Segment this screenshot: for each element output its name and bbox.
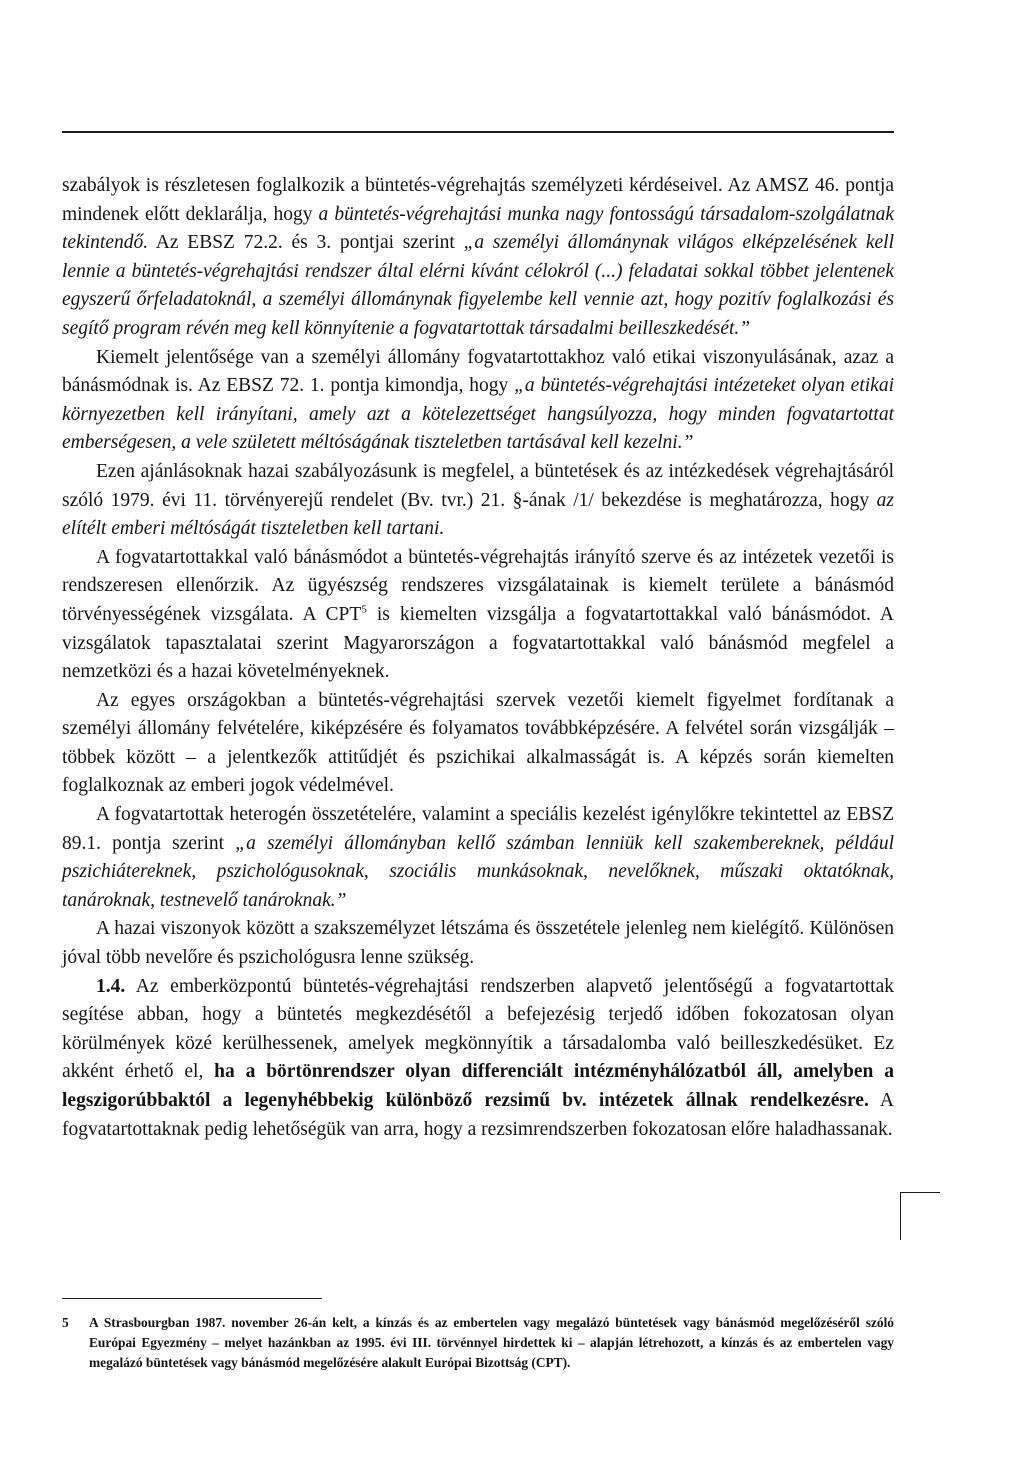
paragraph <box>62 172 894 344</box>
text-segment: A fogvatartottakkal való bánásmódot a büntetés-végrehajtás irányító szerve és az intézetek vezetői is rendszeresen ellenőrzik. Az ügyészség rendszeres vizsgálatainak is kiemelt területe a bánásmód törvényességének vizsgálata. A CPT <box>62 546 894 625</box>
body-text <box>62 172 894 1144</box>
header-rule <box>62 131 894 133</box>
footnote-ref: 5 <box>361 603 367 616</box>
text-segment: A fogvatartottak heterogén összetételére, valamint a speciális kezelést igénylőkre tekintettel az EBSZ 89.1. pontja szerint <box>62 804 894 854</box>
text-segment: „a személyi állománynak világos elképzelésének kell lennie a büntetés-végrehajtási rendszer által elérni kívánt célokról (...) feladatai sokkal többet jelentenek egyszerű őrfeladatoknál, a személyi állománynak figyelembe kell vennie azt, hogy pozitív foglalkozási és segítő program révén meg kell könnyítenie a fogvatartottak társadalmi beilleszkedését.” <box>62 232 894 339</box>
text-segment: a büntetés-végrehajtási munka nagy fontosságú társadalom-szolgálatnak tekintendő. <box>62 203 895 254</box>
text-segment: is kiemelten vizsgálja a fogvatartottakkal való bánásmódot. A vizsgálatok tapasztalatai szerint Magyarországon a fogvatartottakkal való bánásmód megfelel a nemzetközi és a hazai követelményeknek. <box>62 603 894 683</box>
text-segment: Ezen ajánlásoknak hazai szabályozásunk is megfelel, a büntetések és az intézkedések végrehajtásáról szóló 1979. évi 11. törvényerejű rendelet (Bv. tvr.) 21. §-ának /1/ bekezdése is meghatározza, hogy <box>62 460 894 511</box>
paragraph <box>62 458 894 544</box>
paragraph <box>62 915 894 972</box>
text-segment: A fogvatartottaknak pedig lehetőségük van arra, hogy a rezsimrendszerben fokozatosan előre haladhassanak. <box>62 1090 895 1140</box>
text-segment: „a személyi állományban kellő számban lenniük kell szakembereknek, például pszichiátereknek, pszichológusoknak, szociális munkásoknak, nevelőknek, műszaki oktatóknak, tanároknak, testnevelő tanároknak.” <box>62 832 895 911</box>
paragraph <box>62 973 894 1145</box>
text-segment: az elítélt emberi méltóságát tiszteletben kell tartani. <box>62 489 894 540</box>
text-segment: 1.4. <box>96 975 126 997</box>
text-segment: szabályok is részletesen foglalkozik a büntetés-végrehajtás személyzeti kérdéseivel. Az AMSZ 46. pontja mindenek előtt deklarálja, hogy <box>62 175 894 225</box>
footnote <box>62 1313 894 1373</box>
text-segment: ha a börtönrendszer olyan differenciált intézményhálózatból áll, amelyben a legszigorúbbaktól a legenyhébbekig különböző rezsimű bv. intézetek állnak rendelkezésre. <box>62 1061 894 1111</box>
margin-mark-horizontal <box>900 1192 940 1193</box>
paragraph <box>62 687 894 801</box>
footnote-rule <box>62 1298 322 1299</box>
footnote-number: 5 <box>62 1315 69 1330</box>
paragraph <box>62 801 894 915</box>
text-segment: A hazai viszonyok között a szakszemélyzet létszáma és összetétele jelenleg nem kielégítő. Különösen jóval több nevelőre és pszichológusra lenne szükség. <box>62 918 894 969</box>
text-segment: „a büntetés-végrehajtási intézeteket olyan etikai környezetben kell irányítani, amely azt a kötelezettséget hangsúlyozza, hogy minden fogvatartottat emberségesen, a vele született méltóságának tiszteletben tartásával kell kezelni.” <box>62 375 894 454</box>
footnote-text: A Strasbourgban 1987. november 26-án kelt, a kínzás és az embertelen vagy megalázó büntetések vagy bánásmód megelőzéséről szóló Európai Egyezmény – melyet hazánkban az 1995. évi III. törvénnyel hirdettek ki – alapján létrehozott, a kínzás és az embertelen vagy megalázó büntetések vagy bánásmód megelőzésére alakult Európai Bizottság (CPT). <box>89 1315 894 1370</box>
margin-mark-vertical <box>900 1192 901 1240</box>
text-segment: Kiemelt jelentősége van a személyi állomány fogvatartottakhoz való etikai viszonyulásának, azaz a bánásmódnak is. Az EBSZ 72. 1. pontja kimondja, hogy <box>62 346 894 397</box>
paragraph <box>62 344 894 458</box>
text-segment: Az emberközpontú büntetés-végrehajtási rendszerben alapvető jelentőségű a fogvatartottak segítése abban, hogy a büntetés megkezdésétől a befejezésig terjedő időben fokozatosan olyan körülmények közé kerülhessenek, amelyek megkönnyítik a társadalomba való beilleszkedésüket. Ez akként érhető el, <box>62 975 894 1083</box>
text-segment: Az EBSZ 72.2. és 3. pontjai szerint <box>148 232 464 254</box>
text-segment: Az egyes országokban a büntetés-végrehajtási szervek vezetői kiemelt figyelmet fordítanak a személyi állomány felvételére, kiképzésére és folyamatos továbbképzésére. A felvétel során vizsgálják – többek között – a jelentkezők attitűdjét és pszichikai alkalmasságát is. A képzés során kiemelten foglalkoznak az emberi jogok védelmével. <box>62 689 894 797</box>
paragraph <box>62 544 894 687</box>
